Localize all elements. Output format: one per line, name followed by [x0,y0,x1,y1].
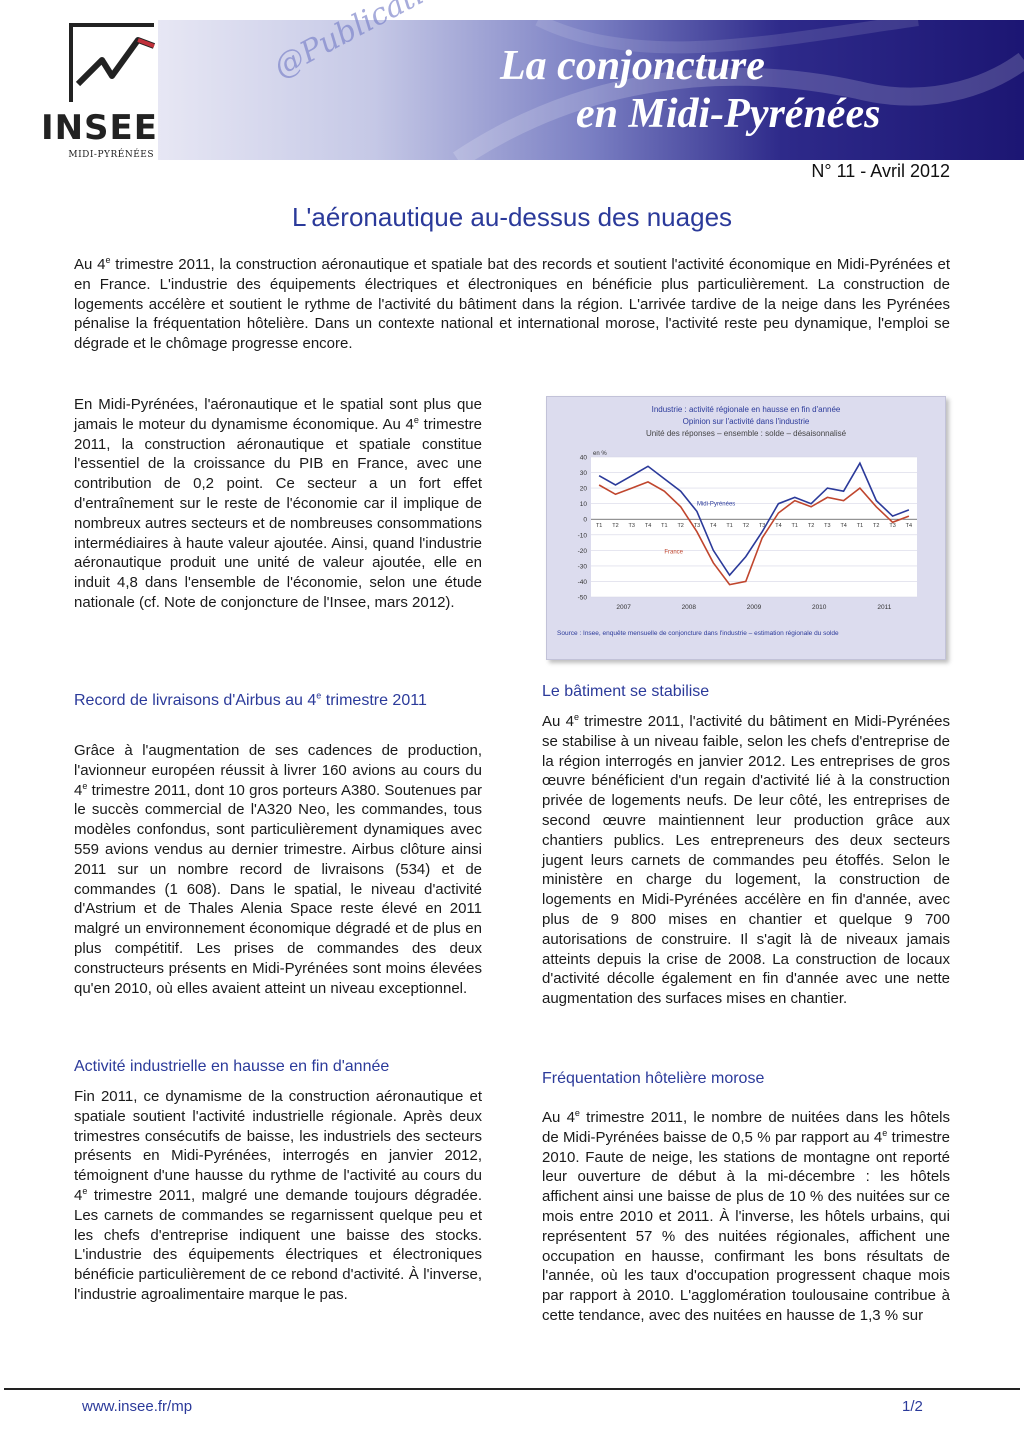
chart-x-tick-label: T4 [905,523,913,530]
chart-x-tick-label: T2 [807,523,815,530]
section-heading-hotels: Fréquentation hôtelière morose [542,1070,765,1087]
intro-paragraph: Au 4e trimestre 2011, la construction aéronautique et spatiale bat des records et soutient l'activité économique en Midi-Pyrénées et en France. L'industrie des équipements électriques et électroniques en bénéficie plus particulièrement. La construction de logements accélère et soutient le rythme de l'activité du bâtiment dans la région. L'arrivée tardive de la neige dans les Pyrénées pénalise la fréquentation hôtelière. Dans un contexte national et international morose, l'activité reste peu dynamique, l'emploi se dégrade et le chômage progresse encore. [74,255,950,353]
chart-x-tick-label: T3 [758,523,766,530]
chart-x-tick-label: T2 [742,523,750,530]
chart-y-tick-label: 30 [579,470,587,478]
chart-year-label: 2007 [616,604,631,611]
page-title: L'aéronautique au-dessus des nuages [291,202,733,232]
chart-y-tick-label: -40 [577,578,587,586]
section-heading-industry: Activité industrielle en hausse en fin d'année [74,1058,390,1075]
chart-plot [547,397,945,659]
chart-x-tick-label: T1 [726,523,733,530]
issue-number: N° 11 - Avril 2012 [811,161,950,181]
chart-year-label: 2008 [681,604,697,611]
chart-x-tick-label: T1 [856,523,864,530]
chart-subtitle: Opinion sur l'activité dans l'industrie [682,417,810,426]
chart-year-label: 2009 [746,604,762,611]
chart-x-tick-label: T4 [710,523,717,530]
publication-title-line2: en Midi-Pyrénées [576,91,881,137]
chart-plot-area [591,457,917,597]
chart-year-label: 2011 [877,604,892,611]
chart-title: Industrie : activité régionale en hausse en fin d'année [651,405,841,414]
publication-title-line1: La conjoncture [500,43,765,89]
logo-graphic-icon [68,22,158,106]
chart-x-tick-label: T3 [693,523,701,530]
chart-y-unit: en % [593,451,607,457]
chart-x-tick-label: T3 [628,523,635,530]
chart-year-label: 2010 [811,604,827,611]
chart-y-tick-label: -10 [577,532,587,540]
chart-y-tick-label: 20 [579,485,587,493]
footer-website-link[interactable]: www.insee.fr/mp [82,1398,193,1415]
chart-x-tick-label: T2 [677,523,684,530]
section-heading-airbus: Record de livraisons d'Airbus au 4e trimestre 2011 [74,690,427,709]
footer-divider [4,1388,1020,1390]
right-paragraph-1: Au 4e trimestre 2011, l'activité du bâtiment en Midi-Pyrénées se stabilise à un niveau faible, selon les chefs d'entreprise de la région interrogés en janvier 2012. Les entreprises de gros œuvre bénéficient d'un regain d'activité lié à la construction privée de logements neufs. De leur côté, les entreprises de second œuvre maintiennent leur production grâce aux chantiers publics. Les entrepreneurs des deux secteurs jugent leurs carnets de commandes peu étoffés. Selon le ministère en charge du logement, la construction de logements en Midi-Pyrénées accélère en fin d'année, avec plus de 9 800 mises en chantier et quelque 9 700 autorisations de construire. Il s'agit là de niveaux jamais atteints depuis la crise de 2008. La construction de locaux d'activité décolle également en fin d'année avec une nette augmentation des surfaces mises en chantier. [542,712,950,1008]
chart-y-tick-label: -20 [577,547,587,555]
chart-x-tick-label: T2 [612,523,619,530]
chart-y-tick-label: 0 [583,516,587,524]
chart-y-tick-label: -50 [577,594,587,602]
chart-x-tick-label: T1 [791,523,798,530]
chart-x-tick-label: T3 [889,523,896,530]
left-paragraph-3: Fin 2011, ce dynamisme de la construction aéronautique et spatiale soutient l'activité industrielle régionale. Après deux trimestres consécutifs de baisse, les industriels des secteurs présents en Midi-Pyrénées, interrogés en janvier 2012, témoignent d'une hausse du rythme de l'activité au cours du 4e trimestre 2011, malgré une demande toujours dégradée. Les carnets de commandes se regarnissent quelque peu et les chefs d'entreprise indiquent une baisse des stocks. L'industrie des équipements électriques et électroniques bénéficie particulièrement de ce rebond d'activité. À l'inverse, l'industrie agroalimentaire marque le pas. [74,1088,482,1303]
left-paragraph-1: En Midi-Pyrénées, l'aéronautique et le spatial sont plus que jamais le moteur du dynamisme économique. Au 4e trimestre 2011, la construction aéronautique et spatiale constitue l'essentiel de la croissance du PIB en France, avec une contribution de 0,2 point. Ce secteur a un fort effet d'entraînement sur le reste de l'économie car il implique de nombreux autres secteurs et de nombreuses consommations intermédiaires à haute valeur ajoutée. Ainsi, quand l'industrie aéronautique produit une unité de valeur ajoutée, elle en induit 4,8 dans l'ensemble de l'économie, selon une étude nationale (cf. Note de conjoncture de l'Insee, mars 2012). [74,396,482,611]
chart-x-tick-label: T2 [873,523,880,530]
right-paragraph-2: Au 4e trimestre 2011, le nombre de nuitées dans les hôtels de Midi-Pyrénées baisse de 0,5 % par rapport au 4e trimestre 2010. Faute de neige, les stations de montagne ont reporté leur ouverture de début à la mi-décembre : les hôtels affichent ainsi une baisse de plus de 10 % des nuitées sur ce mois entre 2010 et 2011. À l'inverse, les hôtels urbains, qui représentent 57 % des nuitées régionales, affichent une occupation en hausse, confirmant les bons résultats de l'année, où les taux d'occupation progressent chaque mois par rapport à 2010. L'agglomération toulousaine contribue à cette tendance, avec des nuitées en hausse de 1,3 % sur [542,1108,951,1324]
insee-logo [40,18,158,160]
left-paragraph-2: Grâce à l'augmentation de ses cadences de production, l'avionneur européen réussit à livrer 160 avions au cours du 4e trimestre 2011, dont 10 gros porteurs A380. Soutenues par le succès commercial de l'A320 Neo, les commandes, tous modèles confondus, sont particulièrement dynamiques avec 559 avions vendus au dernier trimestre. Airbus clôture ainsi 2011 sur un nombre record de livraisons (534) et de commandes (1 608). Dans le spatial, le niveau d'activité d'Astrium et de Thales Alenia Space reste élevé en 2011 malgré un environnement économique dégradé et de plus en plus compétitif. Les prises de commandes des deux constructeurs présents en Midi-Pyrénées sont moins élevées qu'en 2010, où elles avaient atteint un niveau exceptionnel. [74,742,482,997]
chart-series-label: France [664,549,684,556]
chart-x-tick-label: T1 [661,523,668,530]
chart-y-tick-label: 40 [579,454,587,462]
chart-source: Source : Insee, enquête mensuelle de conjoncture dans l'industrie – estimation régionale du solde [557,630,839,637]
logo-subtext: MIDI-PYRÉNÉES [68,150,154,160]
logo-text: INSEE [40,108,158,148]
chart-x-tick-label: T1 [595,523,603,530]
industry-activity-chart [546,396,946,660]
chart-y-tick-label: -30 [577,563,587,571]
chart-y-tick-label: 10 [579,501,587,509]
chart-series-label: Midi-Pyrénées [696,501,736,508]
section-heading-building: Le bâtiment se stabilise [542,683,710,700]
page-number: 1/2 [902,1398,923,1415]
chart-note: Unité des réponses – ensemble : solde – désaisonnalisé [645,429,847,438]
chart-x-tick-label: T3 [824,523,831,530]
chart-x-tick-label: T4 [644,523,652,530]
chart-x-tick-label: T4 [775,523,782,530]
chart-x-tick-label: T4 [840,523,847,530]
